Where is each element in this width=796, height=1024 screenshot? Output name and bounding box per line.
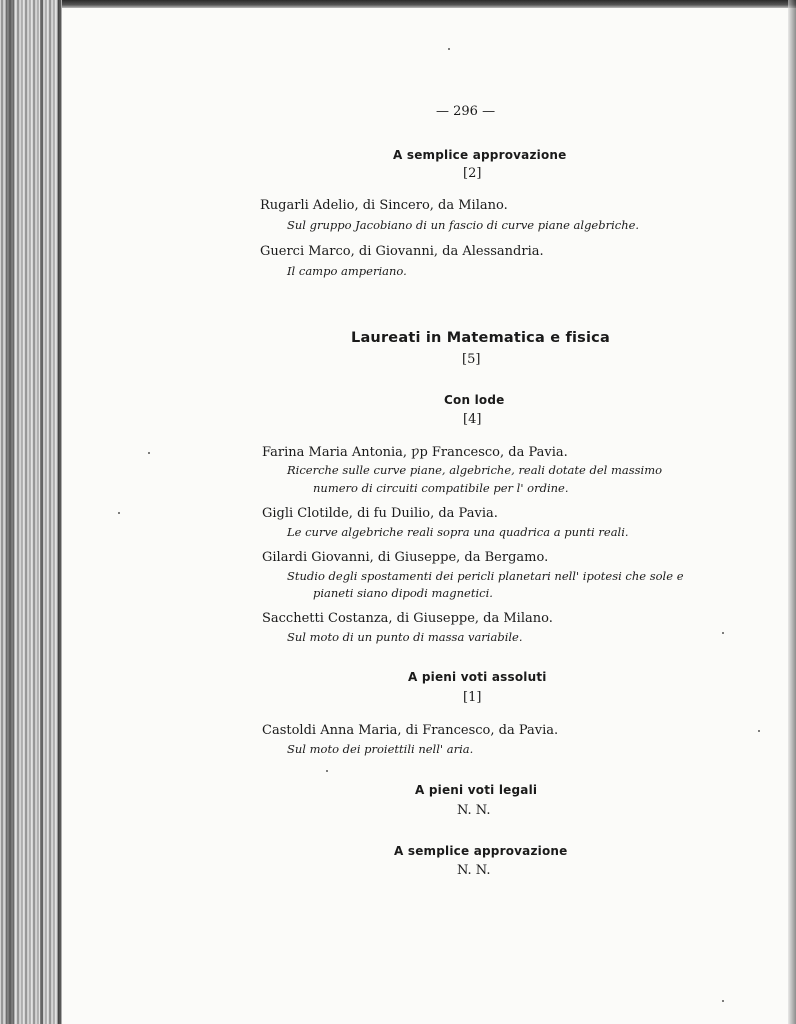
entry-title: Sul gruppo Jacobiano di un fascio di curve piane algebriche. [287, 218, 640, 232]
section-value: N. N. [457, 803, 491, 818]
speck [448, 48, 450, 50]
entry-title: Sul moto dei proiettili nell' aria. [287, 742, 474, 756]
entry-title: Ricerche sulle curve piane, algebriche, reali dotate del massimo [287, 463, 663, 477]
entry-name: Farina Maria Antonia, ƿp Francesco, da Pavia. [262, 445, 568, 460]
speck [722, 632, 724, 634]
section-heading-semplice: A semplice approvazione [393, 148, 567, 162]
speck [148, 452, 150, 454]
section-count: [1] [463, 690, 482, 705]
entry-title-continued: pianeti siano dipodi magnetici. [313, 586, 493, 600]
entry-title: Studio degli spostamenti dei pericli planetari nell' ipotesi che sole e [287, 569, 684, 583]
entry-name: Gilardi Giovanni, di Giuseppe, da Bergamo. [262, 550, 549, 565]
section-count: [4] [463, 412, 482, 427]
page-number: — 296 — [436, 104, 496, 119]
speck [758, 730, 760, 732]
entry-name: Sacchetti Costanza, di Giuseppe, da Milano. [262, 611, 553, 626]
section-heading-semplice: A semplice approvazione [394, 844, 568, 858]
entry-title-continued: numero di circuiti compatibile per l' ordine. [313, 481, 569, 495]
entry-name: Castoldi Anna Maria, di Francesco, da Pavia. [262, 723, 559, 738]
section-value: N. N. [457, 863, 491, 878]
section-heading-con-lode: Con lode [444, 393, 505, 407]
book-binding-edge [0, 0, 62, 1024]
speck [326, 770, 328, 772]
entry-title: Le curve algebriche reali sopra una quadrica a punti reali. [287, 525, 629, 539]
speck [722, 1000, 724, 1002]
main-heading: Laureati in Matematica e fisica [351, 330, 610, 346]
main-count: [5] [462, 352, 481, 367]
entry-title: Sul moto di un punto di massa variabile. [287, 630, 523, 644]
entry-name: Gigli Clotilde, di fu Duilio, da Pavia. [262, 506, 498, 521]
page-top-edge [0, 0, 796, 8]
speck [118, 512, 120, 514]
section-heading-pieni-assoluti: A pieni voti assoluti [408, 670, 547, 684]
entry-name: Guerci Marco, di Giovanni, da Alessandria. [260, 244, 544, 259]
section-count: [2] [463, 166, 482, 181]
entry-title: Il campo amperiano. [287, 264, 407, 278]
entry-name: Rugarli Adelio, di Sincero, da Milano. [260, 198, 508, 213]
section-heading-pieni-legali: A pieni voti legali [415, 783, 538, 797]
page-right-edge [788, 0, 796, 1024]
